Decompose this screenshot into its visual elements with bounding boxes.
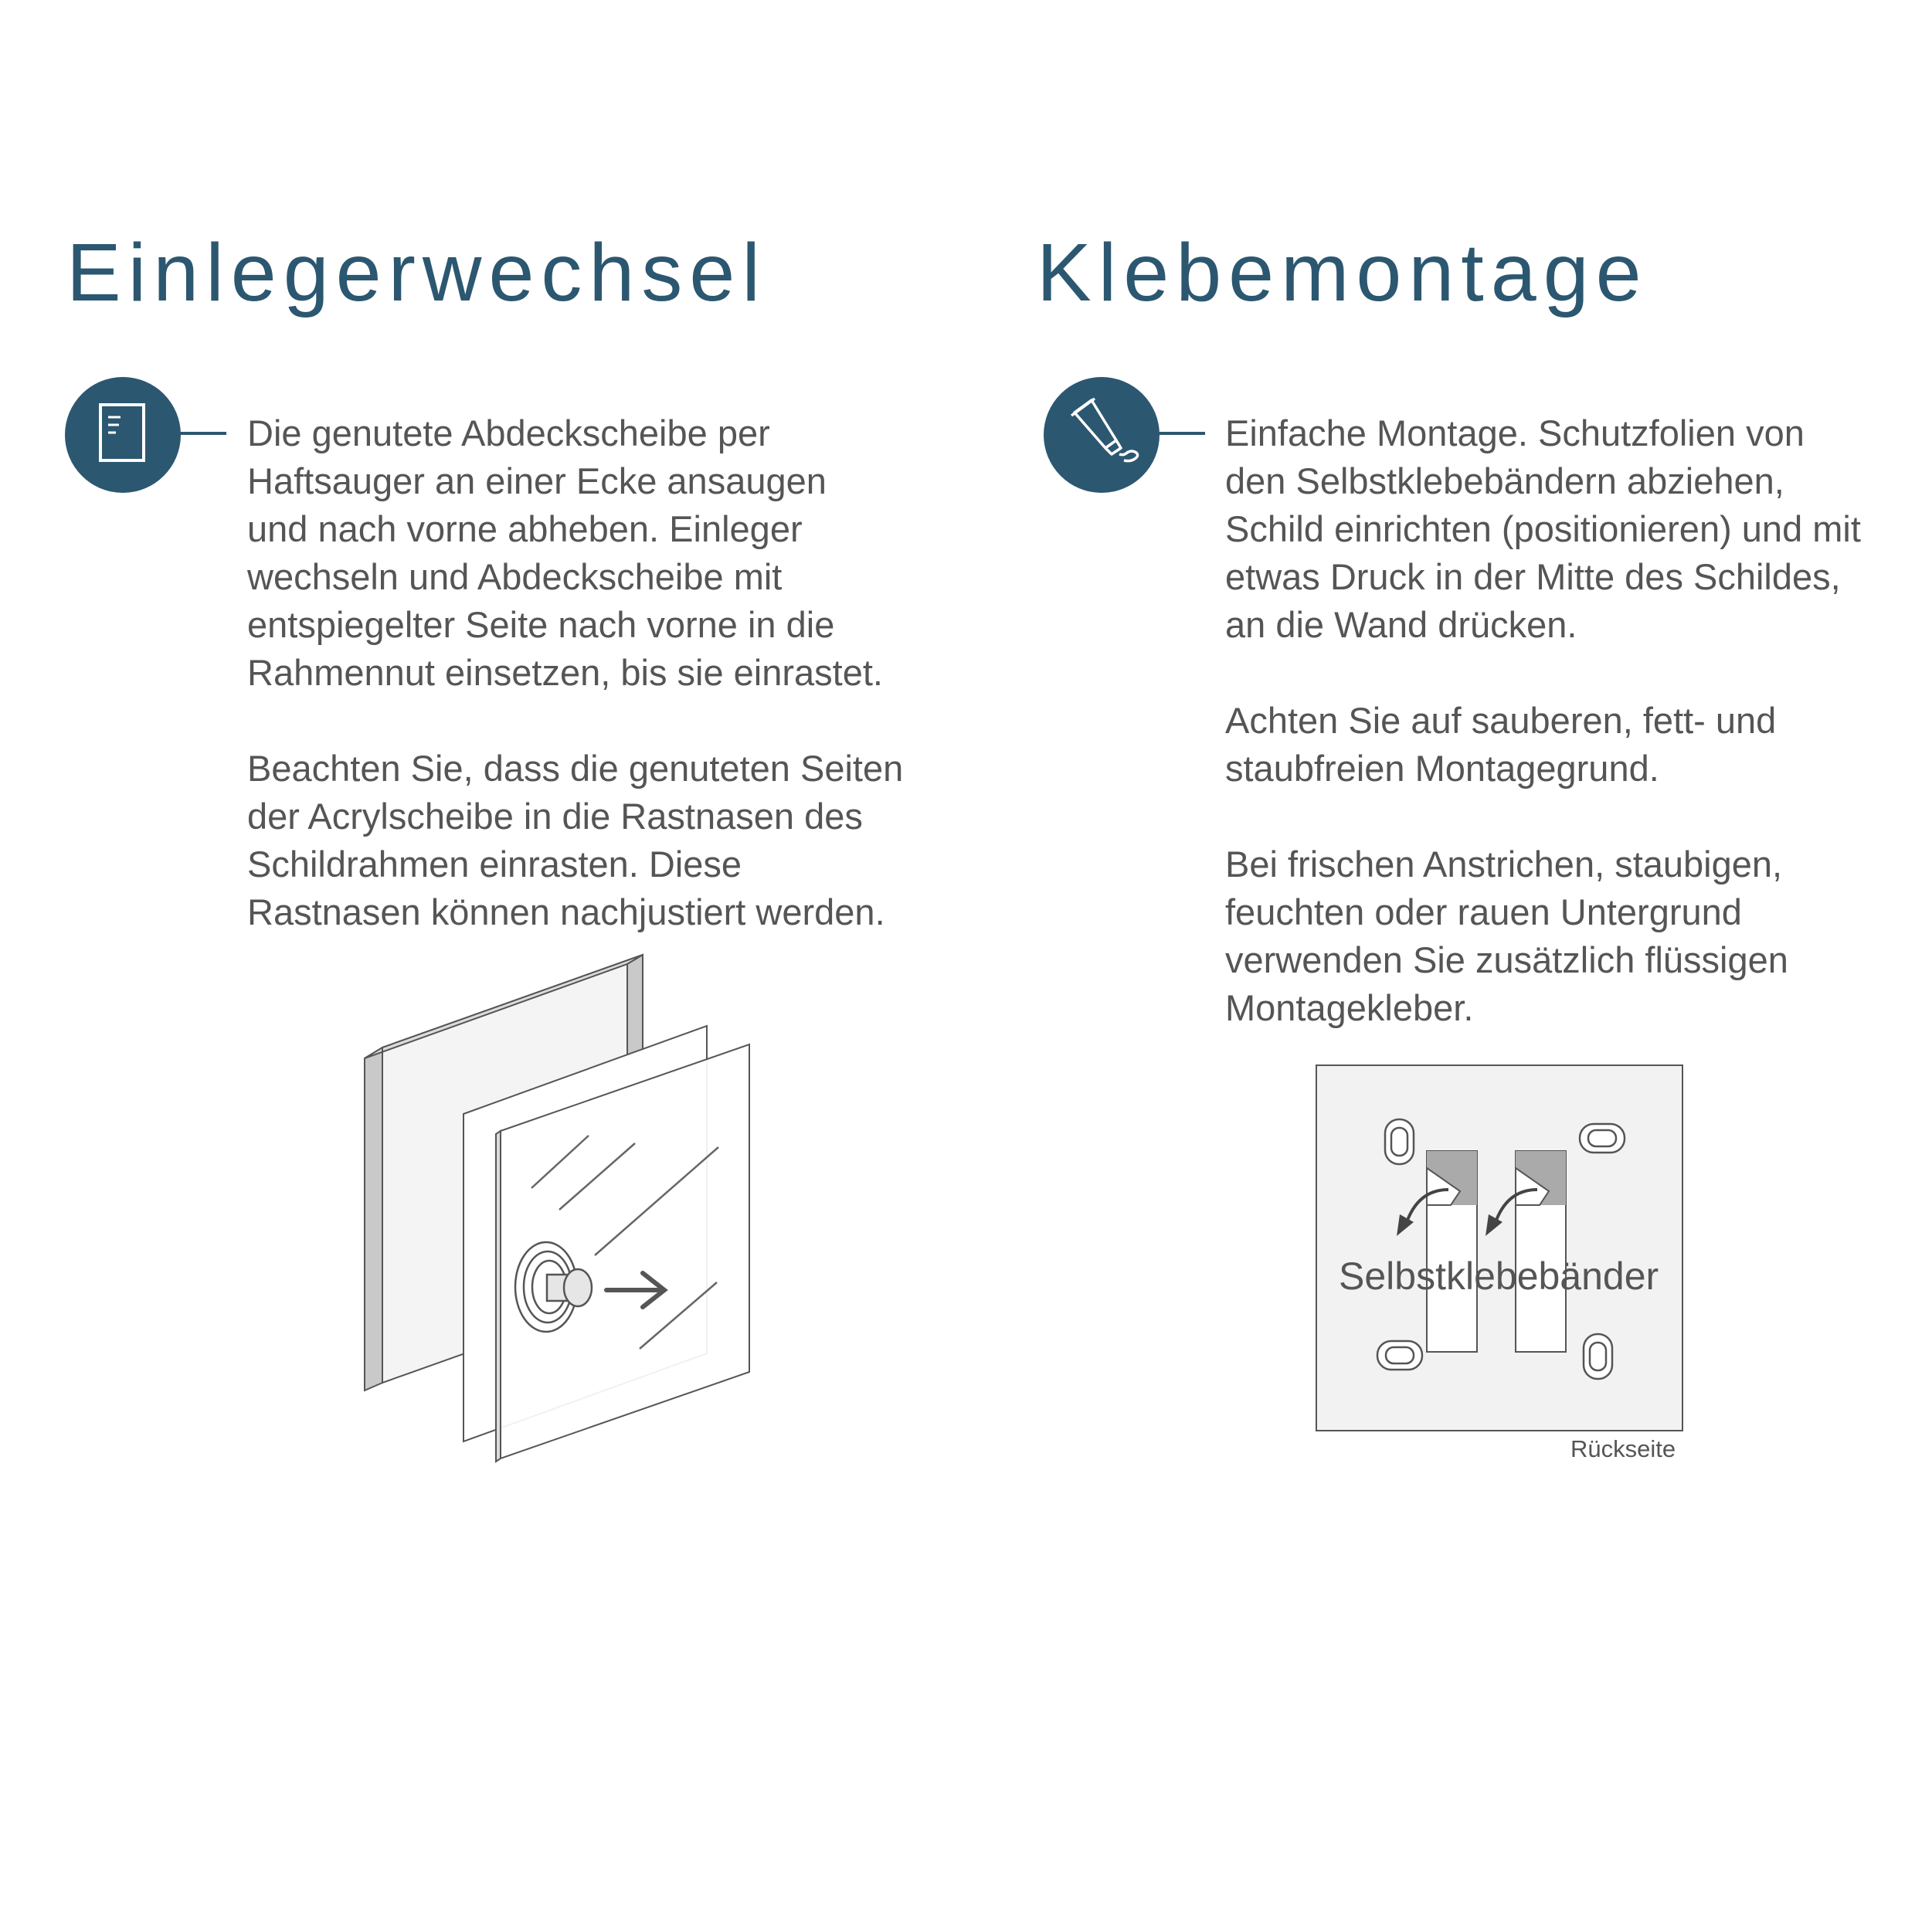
left-paragraph-2	[247, 745, 903, 936]
text-line: den Selbstklebebändern abziehen,	[1225, 460, 1784, 501]
text-line: an die Wand drücken.	[1225, 604, 1577, 645]
left-text	[247, 409, 903, 936]
text-line: feuchten oder rauen Untergrund	[1225, 891, 1742, 932]
left-connector-line	[178, 432, 226, 435]
text-line: Beachten Sie, dass die genuteten Seiten	[247, 748, 904, 789]
right-icon-badge	[1044, 377, 1160, 493]
text-line: etwas Druck in der Mitte des Schildes,	[1225, 556, 1841, 597]
text-line: staubfreien Montagegrund.	[1225, 748, 1659, 789]
right-connector-line	[1157, 432, 1205, 435]
adhesive-tape-left	[1427, 1151, 1477, 1352]
left-paragraph-1	[247, 409, 903, 697]
tape-label: Selbstklebebänder	[1339, 1255, 1659, 1298]
text-line: Montagekleber.	[1225, 987, 1474, 1028]
left-title: Einlegerwechsel	[66, 227, 767, 318]
text-line: Rahmennut einsetzen, bis sie einrastet.	[247, 652, 883, 693]
text-line: Schildrahmen einrasten. Diese	[247, 844, 742, 885]
diagram-caption: Rückseite	[1570, 1435, 1676, 1462]
text-line: Bei frischen Anstrichen, staubigen,	[1225, 844, 1783, 885]
text-line: entspiegelter Seite nach vorne in die	[247, 604, 835, 645]
text-line: und nach vorne abheben. Einleger	[247, 508, 803, 549]
text-line: Haftsauger an einer Ecke ansaugen	[247, 460, 827, 501]
document-icon	[65, 377, 181, 493]
back-side-diagram	[1313, 1062, 1684, 1433]
text-line: Schild einrichten (positionieren) und mit	[1225, 508, 1861, 549]
frame-exploded-illustration	[340, 942, 772, 1475]
right-text	[1225, 409, 1861, 1032]
text-line: Achten Sie auf sauberen, fett- und	[1225, 700, 1777, 741]
glue-tube-icon	[1044, 377, 1160, 493]
text-line: Rastnasen können nachjustiert werden.	[247, 891, 885, 932]
right-paragraph-2	[1225, 697, 1861, 793]
right-paragraph-3	[1225, 840, 1861, 1032]
text-line: Einfache Montage. Schutzfolien von	[1225, 413, 1805, 453]
text-line: verwenden Sie zusätzlich flüssigen	[1225, 939, 1788, 980]
text-line: Die genutete Abdeckscheibe per	[247, 413, 770, 453]
text-line: wechseln und Abdeckscheibe mit	[247, 556, 783, 597]
frame-side-edge	[365, 1047, 382, 1390]
right-title: Klebemontage	[1037, 227, 1648, 318]
adhesive-tape-right	[1516, 1151, 1566, 1352]
sign-back-panel	[1316, 1065, 1682, 1431]
right-paragraph-1	[1225, 409, 1861, 649]
text-line: der Acrylscheibe in die Rastnasen des	[247, 796, 863, 837]
left-icon-badge	[65, 377, 181, 493]
